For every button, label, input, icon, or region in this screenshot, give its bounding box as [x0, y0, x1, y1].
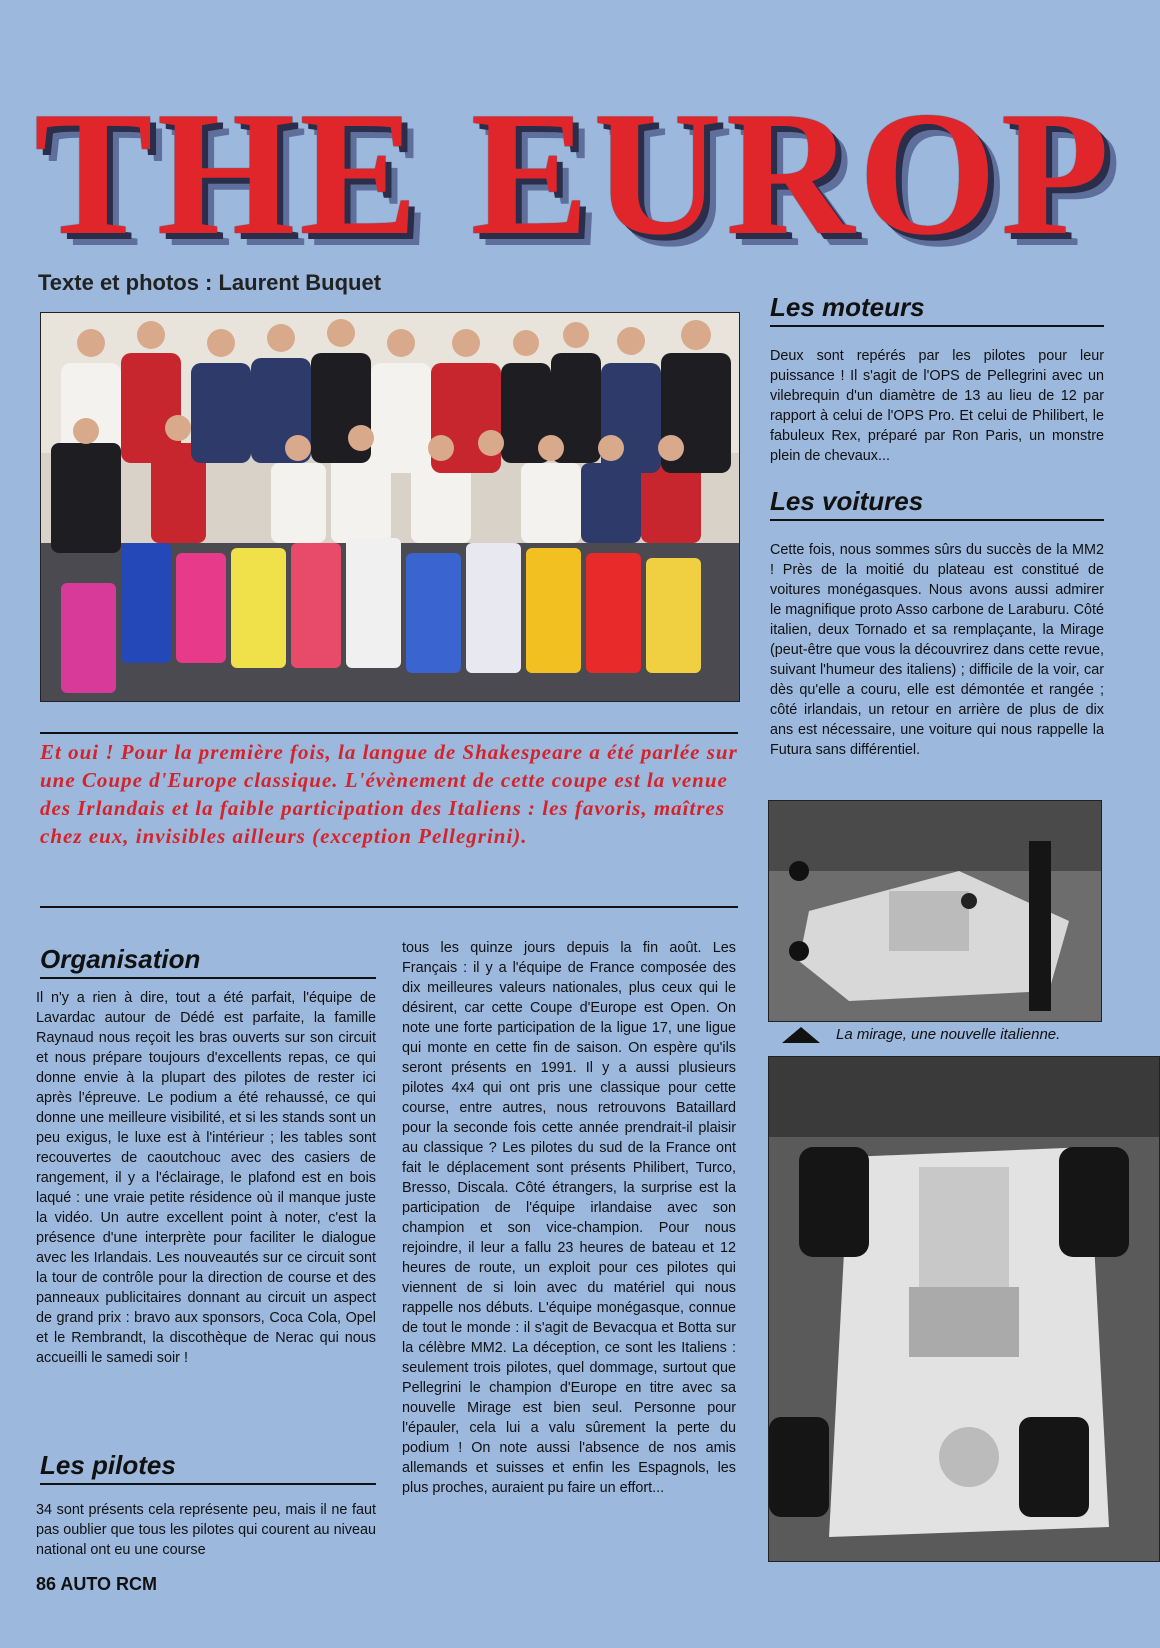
- headline: THE EUROP: [34, 78, 1114, 268]
- team-group-photo: [40, 312, 740, 702]
- byline: Texte et photos : Laurent Buquet: [38, 270, 382, 295]
- section-heading-organisation: Organisation: [40, 944, 376, 979]
- intro-paragraph: Et oui ! Pour la première fois, la langue de Shakespeare a été parlée sur une Coupe d'Europe classique. L'évènement de cette coupe est la venue des Irlandais et la faible participation des Italiens : les favoris, maîtres chez eux, invisibles ailleurs (exception Pellegrini).: [40, 740, 738, 848]
- mirage-car-photo: [768, 800, 1102, 1022]
- section-heading-moteurs: Les moteurs: [770, 292, 1104, 327]
- voitures-text: Cette fois, nous sommes sûrs du succès de la MM2 ! Près de la moitié du plateau est constitué de voitures monégasques. Nous avons aussi admirer le magnifique proto Asso carbone de Laraburu. Côté italien, deux Tornado et sa remplaçante, la Mirage (peut-être que vous la découvrirez dans cette revue, suivant l'humeur des italiens) ; difficile de la voir, car dès qu'elle a couru, elle est démontée et rangée ; côté irlandais, un retour en arrière de plus de dix ans est nécessaire, une voiture qui nous rappelle la Futura sans différentiel.: [770, 542, 1104, 758]
- moteurs-text: Deux sont repérés par les pilotes pour leur puissance ! Il s'agit de l'OPS de Pellegrini avec un vilebrequin d'un diamètre de 13 au lieu de 12 par rapport à celui de l'OPS Pro. Et celui de Philibert, le fabuleux Rex, préparé par Ron Paris, un monstre plein de chevaux...: [770, 348, 1104, 464]
- photo-caption: La mirage, une nouvelle italienne.: [836, 1026, 1061, 1043]
- chapo-top-rule: [40, 732, 738, 734]
- pilotes-continuation-text: tous les quinze jours depuis la fin août. Les Français : il y a l'équipe de France composée des dix meilleures valeurs nationales, plus ceux qui le désirent, car cette Coupe d'Europe est Open. On note une forte participation de la ligue 17, une ligue qui monte en cette fin de saison. On espère qu'ils seront présents en 1991. Il y a aussi plusieurs pilotes 4x4 qui ont pris une classique pour cette course, entre autres, nous retrouvons Bataillard pour la seconde fois cette année prendrait-il plaisir au classique ? Les pilotes du sud de la France ont fait le déplacement sont présents Philibert, Turco, Bresso, Discala. Côté étrangers, la surprise est la participation de l'équipe irlandaise avec son champion et son vice-champion. Pour nous rejoindre, il leur a fallu 23 heures de bateau et 12 heures de route, un exploit pour ces pilotes qui viennent de si loin avec du matériel qui nous rappelle nos débuts. L'équipe monégasque, connue de tout le monde : il s'agit de Bevacqua et Botta sur la célèbre MM2. La déception, ce sont les Italiens : seulement trois pilotes, quel dommage, surtout que Pellegrini le champion d'Europe en titre avec sa nouvelle Mirage est bien seul. Personne pour l'épauler, cela lui a valu sûrement la perte du podium ! On note aussi l'absence de nos amis allemands et suisses et enfin les Espagnols, les plus proches, auraient pu faire un effort...: [402, 940, 736, 1496]
- section-heading-pilotes: Les pilotes: [40, 1450, 376, 1485]
- organisation-text: Il n'y a rien à dire, tout a été parfait, l'équipe de Lavardac autour de Dédé est parfaite, la famille Raynaud nous reçoit les bras ouverts sur son circuit et nous prépare toujours d'excellents repas, ce qui donne envie à la plupart des pilotes de rester ici après l'épreuve. Le podium a été rehaussé, ce qui donne une meilleure visibilité, et si les stands sont un peu exigus, le luxe est à l'intérieur ; les tables sont recouvertes de caoutchouc avec des casiers de rangement, il y a l'éclairage, le plafond est en bois laqué : une vraie petite résidence où il manque juste la vidéo. Un autre excellent point à noter, c'est la présence d'une interprète pour faciliter le dialogue avec les Irlandais. Les nouveautés sur ce circuit sont la tour de contrôle pour la direction de course et des panneaux publicitaires donnant au circuit un aspect de grand prix : bravo aux sponsors, Coca Cola, Opel et le Rembrandt, la discothèque de Nerac qui nous accueilli le samedi soir !: [36, 990, 376, 1366]
- pilotes-text: 34 sont présents cela représente peu, mais il ne faut pas oublier que tous les pilotes qui courent au niveau national ont eu une course: [36, 1502, 376, 1558]
- chapo-bottom-rule: [40, 906, 738, 908]
- caption-arrow-icon: [782, 1027, 820, 1043]
- page-folio: 86 AUTO RCM: [36, 1574, 158, 1594]
- section-heading-voitures: Les voitures: [770, 486, 1104, 521]
- engine-chassis-photo: [768, 1056, 1160, 1562]
